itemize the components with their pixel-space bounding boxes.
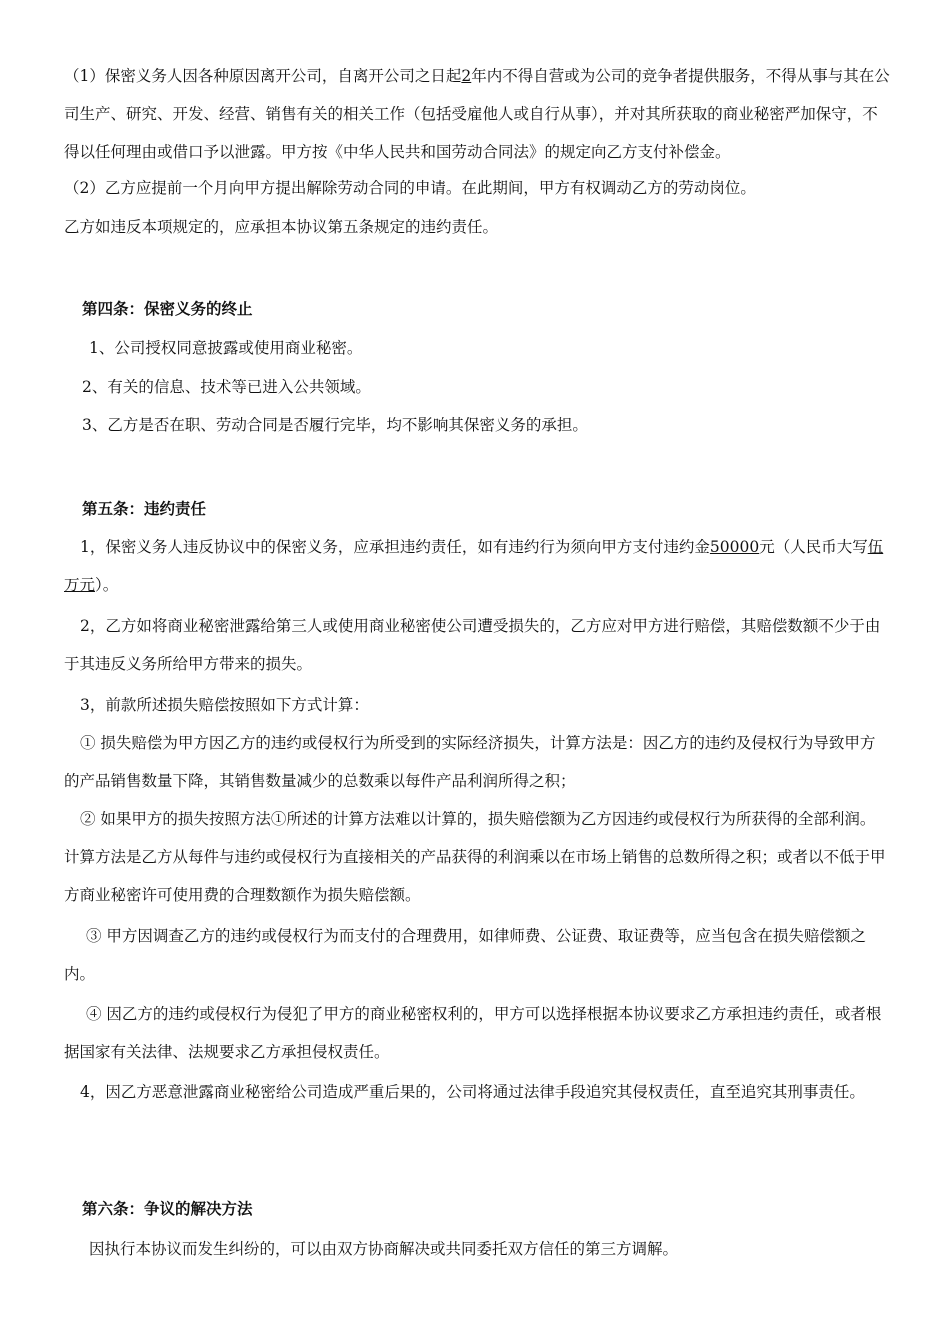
section-5-clause-2: 2，乙方如将商业秘密泄露给第三人或使用商业秘密使公司遭受损失的，乙方应对甲方进行赔偿，其赔偿数额不少于由于其违反义务所给甲方带来的损失。	[64, 617, 881, 673]
section-4-item-2: 2、有关的信息、技术等已进入公共领域。	[82, 378, 371, 396]
section-4-item-3: 3、乙方是否在职、劳动合同是否履行完毕，均不影响其保密义务的承担。	[82, 416, 588, 434]
section-6-text: 因执行本协议而发生纠纷的，可以由双方协商解决或共同委托双方信任的第三方调解。	[89, 1240, 679, 1258]
non-compete-years: 2	[461, 67, 472, 85]
clause-3-1-text-a: （1）保密义务人因各种原因离开公司，自离开公司之日起	[64, 67, 462, 85]
penalty-amount: 50000	[709, 538, 760, 556]
section-5-calc-4: ④ 因乙方的违约或侵权行为侵犯了甲方的商业秘密权利的，甲方可以选择根据本协议要求乙方承担违约责任，或者根据国家有关法律、法规要求乙方承担侵权责任。	[64, 1005, 882, 1061]
section-5-clause-3: 3，前款所述损失赔偿按照如下方式计算：	[80, 696, 369, 714]
section-4-title: 第四条：保密义务的终止	[82, 299, 253, 318]
clause-5-1-text-b: 元（人民币大写	[759, 538, 868, 556]
clause-3-violation-note: 乙方如违反本项规定的，应承担本协议第五条规定的违约责任。	[64, 218, 499, 236]
clause-5-1-text-a: 1，保密义务人违反协议中的保密义务，应承担违约责任，如有违约行为须向甲方支付违约金	[80, 538, 710, 556]
clause-3-2: （2）乙方应提前一个月向甲方提出解除劳动合同的申请。在此期间，甲方有权调动乙方的劳动岗位。	[64, 179, 756, 197]
section-6-title: 第六条：争议的解决方法	[82, 1199, 253, 1218]
section-5-clause-1	[64, 528, 890, 604]
clause-3-1	[64, 57, 890, 171]
penalty-amount-words: 伍万元	[64, 538, 884, 594]
clause-5-1-text-c: ）。	[95, 576, 119, 594]
section-5-clause-4: 4，因乙方恶意泄露商业秘密给公司造成严重后果的，公司将通过法律手段追究其侵权责任，直至追究其刑事责任。	[80, 1083, 865, 1101]
section-5-calc-2: ② 如果甲方的损失按照方法①所述的计算方法难以计算的，损失赔偿额为乙方因违约或侵权行为所获得的全部利润。计算方法是乙方从每件与违约或侵权行为直接相关的产品获得的利润乘以在市场上销售的总数所得之积；或者以不低于甲方商业秘密许可使用费的合理数额作为损失赔偿额。	[64, 810, 886, 904]
section-5-title: 第五条：违约责任	[82, 499, 207, 518]
clause-3-1-text-b: 年内不得自营或为公司的竞争者提供服务，不得从事与其在公司生产、研究、开发、经营、销售有关的相关工作（包括受雇他人或自行从事），并对其所获取的商业秘密严加保守，不得以任何理由或借口予以泄露。甲方按《中华人民共和国劳动合同法》的规定向乙方支付补偿金。	[64, 67, 890, 161]
section-5-calc-1: ① 损失赔偿为甲方因乙方的违约或侵权行为所受到的实际经济损失，计算方法是：因乙方的违约及侵权行为导致甲方的产品销售数量下降，其销售数量减少的总数乘以每件产品利润所得之积；	[64, 734, 876, 790]
section-4-item-1: 1、公司授权同意披露或使用商业秘密。	[89, 339, 363, 357]
section-5-calc-3: ③ 甲方因调查乙方的违约或侵权行为而支付的合理费用，如律师费、公证费、取证费等，应当包含在损失赔偿额之内。	[64, 927, 866, 983]
